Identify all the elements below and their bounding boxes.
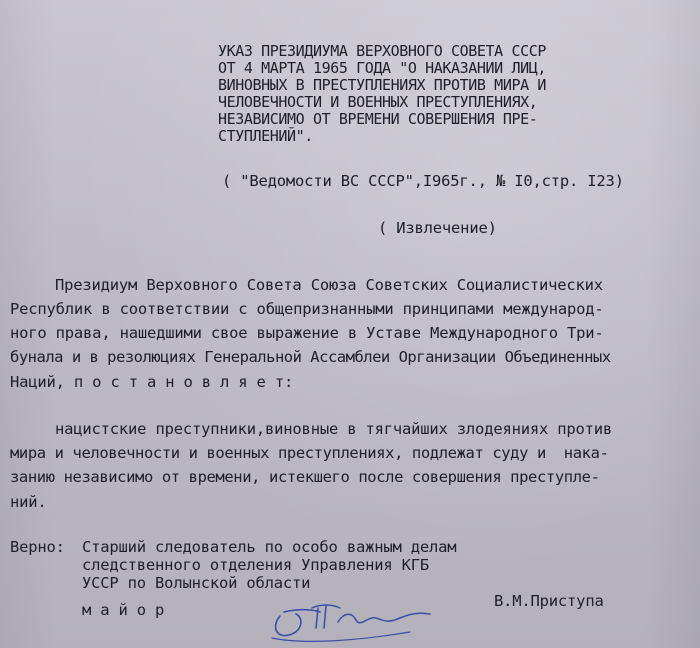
paragraph-line: Наций, п о с т а н о в л я е т: — [10, 373, 294, 391]
title-line: ВИНОВНЫХ В ПРЕСТУПЛЕНИЯХ ПРОТИВ МИРА И — [218, 76, 546, 94]
certification-label: Верно: — [10, 538, 65, 556]
paragraph-line: ний. — [10, 493, 47, 511]
bleed-through — [240, 152, 451, 168]
extract-label: ( Извлечение) — [378, 219, 497, 237]
officer-rank: м а й о р — [82, 601, 165, 619]
paragraph-line: Республик в соответствии с общепризнанными принципами международ- — [10, 300, 604, 318]
title-line: ЧЕЛОВЕЧНОСТИ И ВОЕННЫХ ПРЕСТУПЛЕНИЯХ, — [218, 93, 538, 111]
certification-line: Старший следователь по особо важным делам — [82, 538, 457, 556]
officer-name: В.М.Приступа — [494, 592, 604, 610]
paragraph-line: нацистские преступники,виновные в тягчайших злодеяниях против — [55, 420, 613, 438]
paragraph-line: Президиум Верховного Совета Союза Советских Социалистических — [55, 276, 603, 294]
paragraph-line: мира и человечности и военных преступлениях, подлежат суду и нака- — [10, 444, 609, 462]
handwritten-signature — [260, 588, 450, 648]
certification-line: следственного отделения Управления КГБ — [82, 556, 430, 574]
title-line: НЕЗАВИСИМО ОТ ВРЕМЕНИ СОВЕРШЕНИЯ ПРЕ- — [218, 110, 538, 128]
paragraph-line: ного права, нашедшими свое выражение в Уставе Международного Три- — [10, 324, 604, 342]
title-line: УКАЗ ПРЕЗИДИУМА ВЕРХОВНОГО СОВЕТА СССР — [218, 42, 546, 60]
source-citation: ( "Ведомости ВС СССР",I965г., № I0,стр. I23) — [222, 172, 624, 190]
paragraph-line: занию независимо от времени, истекшего после совершения преступле- — [10, 468, 600, 486]
title-line: ОТ 4 МАРТА 1965 ГОДА "О НАКАЗАНИИ ЛИЦ, — [218, 59, 546, 77]
title-line: СТУПЛЕНИЙ". — [218, 127, 313, 145]
paragraph-line: бунала и в резолюциях Генеральной Ассамблеи Организации Объединенных — [10, 348, 611, 366]
certification-line: УССР по Волынской области — [82, 574, 311, 592]
